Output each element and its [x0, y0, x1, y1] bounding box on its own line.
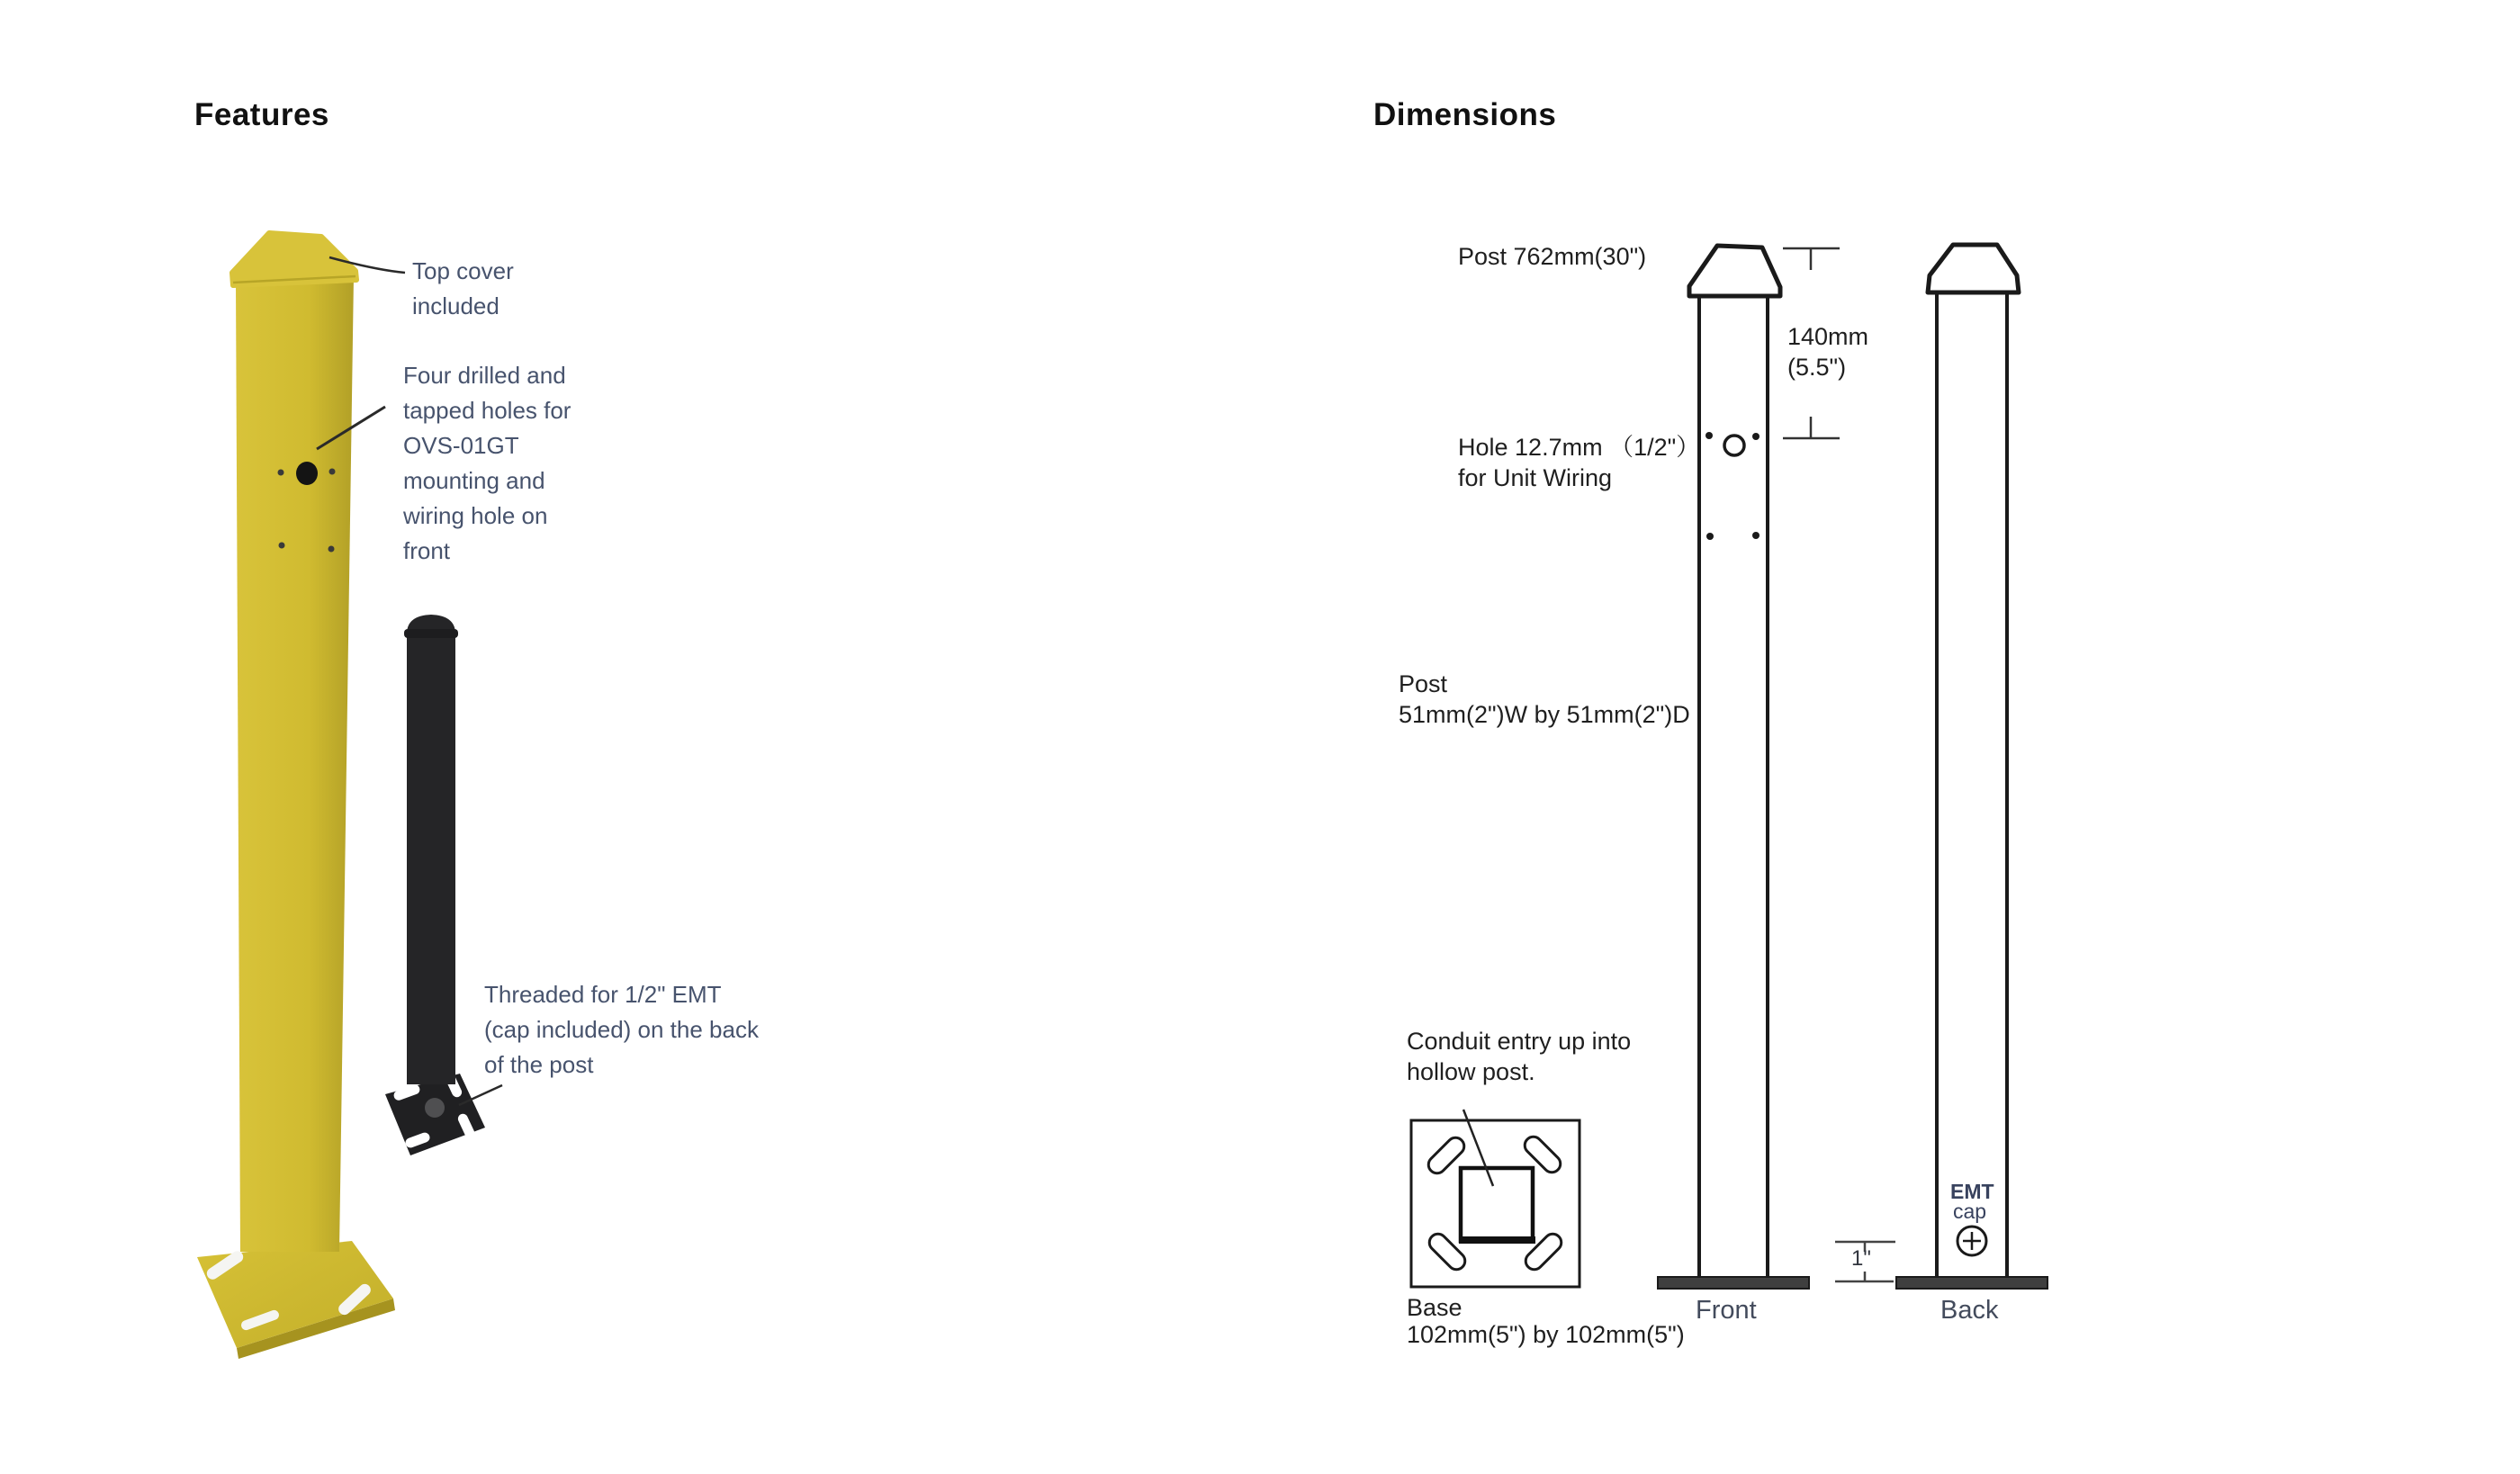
back-view-label: Back	[1940, 1296, 1999, 1325]
front-tapped-hole	[1706, 533, 1714, 540]
back-base-bar	[1896, 1277, 2048, 1289]
black-post-figure	[385, 615, 485, 1155]
front-view-drawing	[1658, 246, 1809, 1289]
callout-holes	[403, 358, 571, 569]
label-base-line2: 102mm(5") by 102mm(5")	[1407, 1321, 1685, 1348]
callout-emt	[484, 977, 759, 1083]
label-hole	[1458, 432, 1700, 493]
front-tapped-hole	[1752, 532, 1760, 539]
callout-holes-line4: mounting and	[403, 467, 545, 494]
black-base-emt-cap	[425, 1098, 445, 1118]
label-conduit-line1: Conduit entry up into	[1407, 1028, 1632, 1055]
back-post-cap	[1928, 245, 2019, 292]
callout-holes-line1: Four drilled and	[403, 362, 566, 389]
black-post-cap-ledge	[404, 629, 458, 638]
front-base-bar	[1658, 1277, 1809, 1289]
label-hole-line2: for Unit Wiring	[1458, 464, 1613, 491]
back-view-drawing	[1896, 245, 2048, 1289]
callout-holes-line6: front	[403, 537, 451, 564]
wiring-hole	[296, 462, 318, 485]
front-wiring-hole	[1724, 436, 1744, 455]
label-one-inch: 1"	[1851, 1246, 1871, 1271]
label-cap-offset-in: (5.5")	[1787, 354, 1847, 381]
base-post-section	[1461, 1168, 1533, 1241]
label-post-size	[1399, 669, 1690, 730]
front-view-label: Front	[1696, 1296, 1757, 1325]
callout-top-cover-line2: included	[412, 292, 500, 319]
callout-holes-line2: tapped holes for	[403, 397, 572, 424]
label-base	[1407, 1294, 1685, 1348]
label-post-height: Post 762mm(30")	[1458, 243, 1647, 270]
tapped-hole	[279, 543, 285, 549]
features-title: Features	[194, 97, 329, 132]
label-post-size-line1: Post	[1399, 670, 1448, 697]
label-emt: EMT	[1950, 1180, 1994, 1203]
label-post-size-line2: 51mm(2")W by 51mm(2")D	[1399, 701, 1690, 728]
base-plan-drawing	[1411, 1110, 1580, 1287]
front-tapped-hole	[1752, 433, 1760, 440]
label-conduit	[1407, 1026, 1631, 1087]
label-base-line1: Base	[1407, 1294, 1462, 1321]
black-post-shaft	[407, 615, 455, 1084]
callout-emt-line3: of the post	[484, 1051, 594, 1078]
label-emt-cap: cap	[1953, 1200, 1987, 1223]
dimensions-title: Dimensions	[1373, 97, 1557, 132]
front-post-cap	[1689, 246, 1780, 296]
tapped-hole	[278, 470, 284, 476]
label-cap-offset	[1787, 321, 1868, 382]
callout-holes-line5: wiring hole on	[403, 502, 548, 529]
callout-emt-line1: Threaded for 1/2" EMT	[484, 981, 722, 1008]
yellow-post-figure	[197, 233, 395, 1359]
callout-top-cover	[412, 254, 514, 324]
yellow-post-shaft	[236, 275, 354, 1252]
front-tapped-hole	[1706, 432, 1713, 439]
callout-emt-line2: (cap included) on the back	[484, 1016, 759, 1043]
tapped-hole	[328, 546, 335, 553]
callout-top-cover-line1: Top cover	[412, 257, 514, 284]
callout-holes-line3: OVS-01GT	[403, 432, 519, 459]
label-hole-line1: Hole 12.7mm （1/2"）	[1458, 434, 1701, 461]
label-conduit-line2: hollow post.	[1407, 1058, 1535, 1085]
label-cap-offset-mm: 140mm	[1787, 323, 1869, 350]
tapped-hole	[329, 469, 336, 475]
